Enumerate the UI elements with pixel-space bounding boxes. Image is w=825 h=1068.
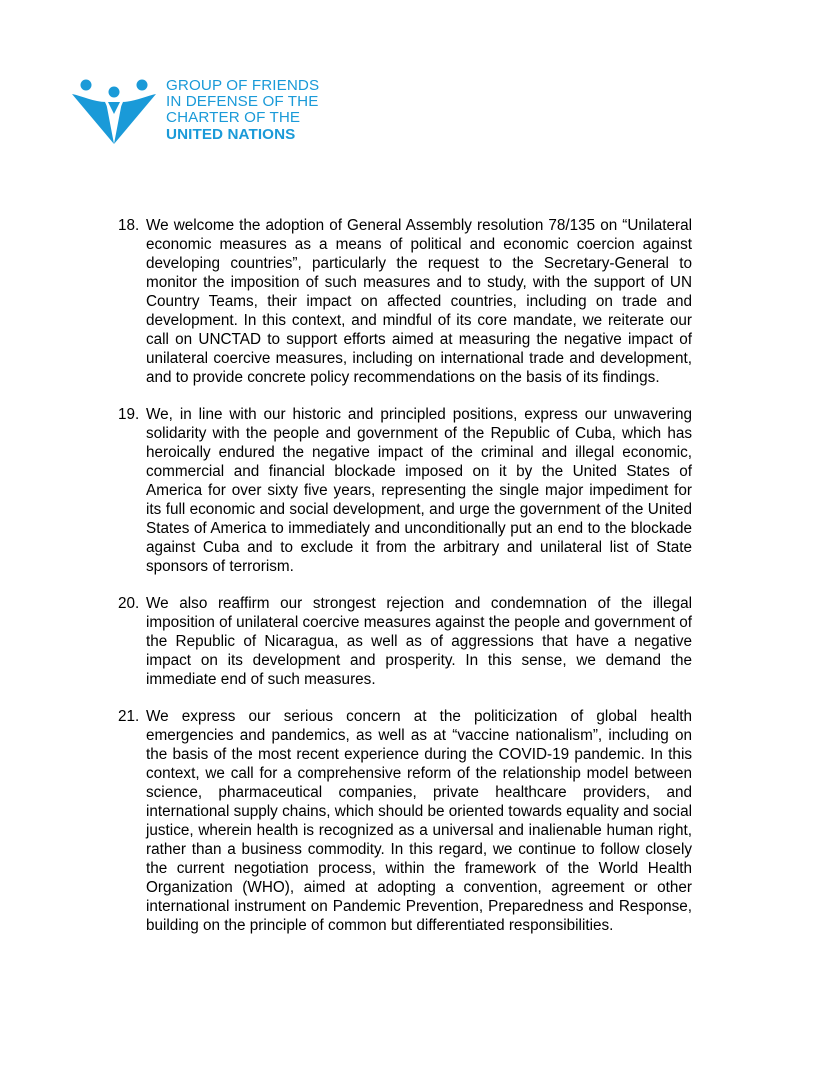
logo-line-3: CHARTER OF THE (166, 109, 301, 127)
paragraph-number: 19. (118, 406, 140, 423)
paragraph-number: 18. (118, 217, 140, 234)
paragraph-19 (118, 405, 692, 576)
paragraph-18 (118, 216, 692, 387)
people-chevron-icon (72, 78, 158, 146)
logo-line-4: UNITED NATIONS (166, 125, 296, 143)
paragraph-number: 21. (118, 708, 140, 725)
paragraph-text: We express our serious concern at the politicization of global health emergencies and pandemics, as well as at “vaccine nationalism”, including on the basis of the most recent experience during the COVID-19 pandemic. In this context, we call for a comprehensive reform of the relationship model between science, pharmaceutical companies, private healthcare providers, and international supply chains, which should be oriented towards equality and social justice, wherein health is recognized as a universal and inalienable human right, rather than a business commodity. In this regard, we continue to follow closely the current negotiation process, within the framework of the World Health Organization (WHO), aimed at adopting a convention, agreement or other international instrument on Pandemic Prevention, Preparedness and Response, building on the principle of common but differentiated responsibilities. (146, 708, 692, 934)
logo-line-1: GROUP OF FRIENDS (166, 77, 320, 94)
paragraph-text: We welcome the adoption of General Assembly resolution 78/135 on “Unilateral economic measures as a means of political and economic coercion against developing countries”, particularly the request to the Secretary-General to monitor the imposition of such measures and to study, with the support of UN Country Teams, their impact on affected countries, including on trade and development. In this context, and mindful of its core mandate, we reiterate our call on UNCTAD to support efforts aimed at measuring the negative impact of unilateral coercive measures, including on international trade and development, and to provide concrete policy recommendations on the basis of its findings. (146, 217, 692, 386)
paragraph-20 (118, 594, 692, 689)
organization-logo (72, 78, 362, 148)
document-body (118, 216, 692, 953)
logo-text (166, 78, 319, 143)
paragraph-21 (118, 707, 692, 935)
paragraph-text: We, in line with our historic and principled positions, express our unwavering solidarity with the people and government of the Republic of Cuba, which has heroically endured the negative impact of the criminal and illegal economic, commercial and financial blockade imposed on it by the United States of America for over sixty five years, representing the single major impediment for its full economic and social development, and urge the government of the United States of America to immediately and unconditionally put an end to the blockade against Cuba and to exclude it from the arbitrary and unilateral list of State sponsors of terrorism. (146, 406, 692, 575)
paragraph-number: 20. (118, 595, 140, 612)
paragraph-text: We also reaffirm our strongest rejection and condemnation of the illegal imposition of unilateral coercive measures against the people and government of the Republic of Nicaragua, as well as of aggressions that have a negative impact on its development and prosperity. In this sense, we demand the immediate end of such measures. (146, 595, 692, 688)
logo-line-2: IN DEFENSE OF THE (166, 93, 319, 111)
